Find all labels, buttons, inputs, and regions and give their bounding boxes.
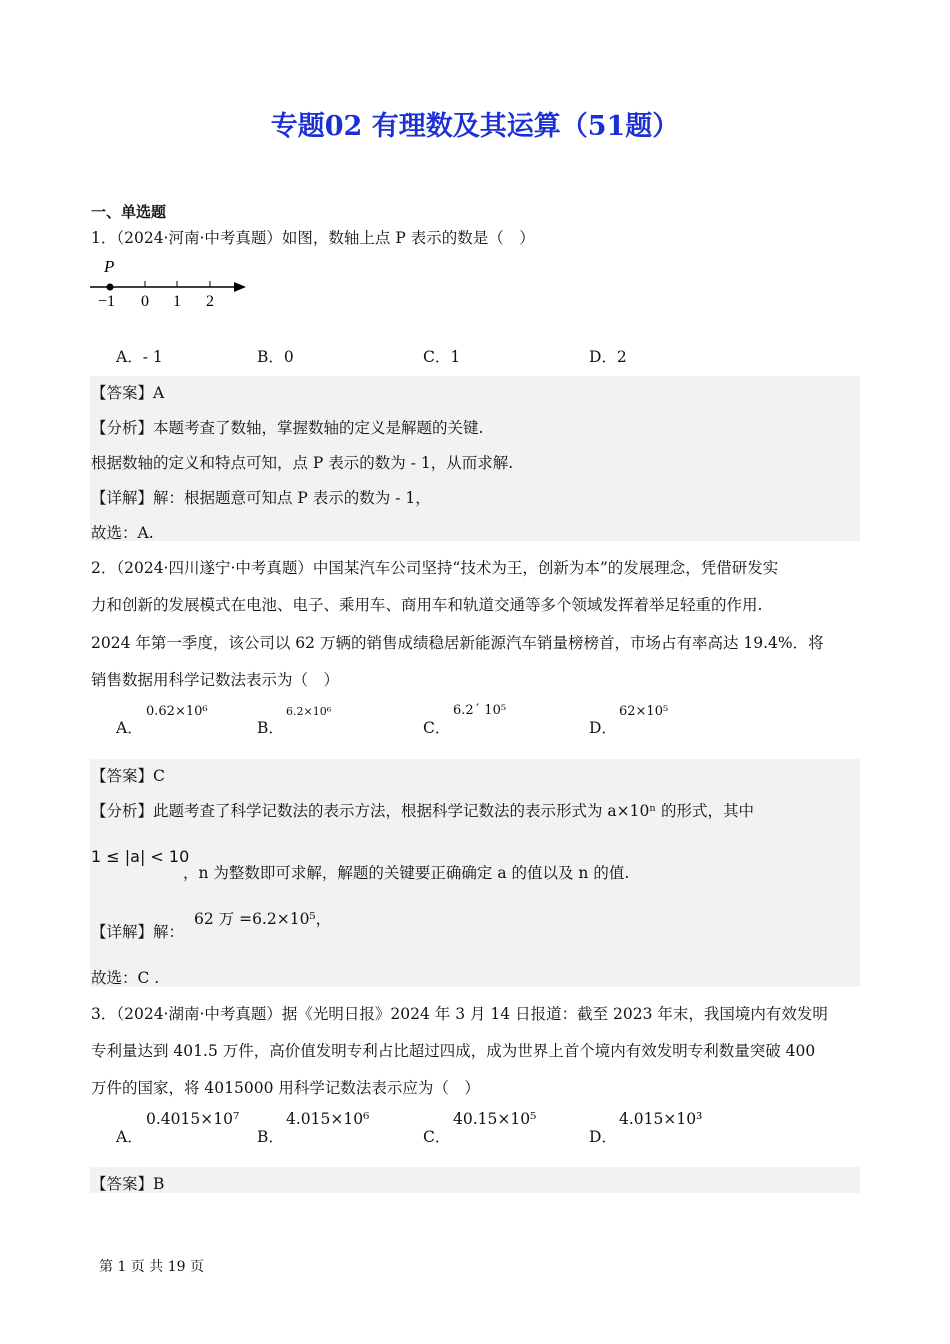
q2-option-a-value: 0.62×10⁶ <box>146 704 208 719</box>
q2-stem-line: 2．（2024·四川遂宁·中考真题）中国某汽车公司坚持“技术为王，创新为本”的发展理念，凭借研发实 <box>91 559 779 577</box>
q3-option-b-value: 4.015×10⁶ <box>286 1110 370 1128</box>
q3-option-a-value: 0.4015×10⁷ <box>146 1110 240 1128</box>
q1-option-a: A．- 1 <box>116 348 163 366</box>
q2-option-b-letter: B． <box>257 719 284 737</box>
q1-choice: 故选：A. <box>91 524 154 542</box>
q1-option-d: D．2 <box>589 348 627 366</box>
q3-stem-line: 3．（2024·湖南·中考真题）据《光明日报》2024 年 3 月 14 日报道：截至 2023 年末，我国境内有效发明 <box>91 1005 828 1023</box>
q3-option-b-letter: B． <box>257 1128 284 1146</box>
q1-answer: 【答案】A <box>91 384 165 402</box>
q3-option-c-value: 40.15×10⁵ <box>453 1110 537 1128</box>
q2-analysis-2: ，n 为整数即可求解，解题的关键要正确确定 a 的值以及 n 的值. <box>183 864 630 882</box>
q2-option-c-letter: C． <box>423 719 451 737</box>
q3-option-c-letter: C． <box>423 1128 451 1146</box>
q2-analysis: 【分析】此题考查了科学记数法的表示方法，根据科学记数法的表示形式为 a×10ⁿ 的形式，其中 <box>91 802 755 820</box>
q1-analysis-2: 根据数轴的定义和特点可知，点 P 表示的数为 - 1，从而求解. <box>91 454 514 472</box>
q2-option-a-letter: A． <box>116 719 143 737</box>
page-footer: 第 1 页 共 19 页 <box>99 1259 204 1275</box>
q3-answer: 【答案】B <box>91 1175 165 1193</box>
q2-answer: 【答案】C <box>91 767 165 785</box>
q1-option-b: B．0 <box>257 348 294 366</box>
q2-option-c-value: 6.2´ 10⁵ <box>453 703 507 718</box>
tick-label: 0 <box>141 293 149 310</box>
q3-option-d-value: 4.015×10³ <box>619 1110 703 1128</box>
q3-option-d-letter: D． <box>589 1128 617 1146</box>
q1-analysis: 【分析】本题考查了数轴，掌握数轴的定义是解题的关键. <box>91 419 484 437</box>
q2-option-d-value: 62×10⁵ <box>619 704 669 719</box>
q2-option-b-value: 6.2×10⁶ <box>286 705 332 718</box>
number-line-figure <box>88 255 253 315</box>
q2-detail-math: 62 万 =6.2×10⁵， <box>194 910 332 928</box>
q1-option-c: C．1 <box>423 348 461 366</box>
point-p <box>107 284 114 291</box>
q3-stem-line: 专利量达到 401.5 万件，高价值发明专利占比超过四成，成为世界上首个境内有效发明专利数量突破 400 <box>91 1042 816 1060</box>
tick-label: 2 <box>206 293 214 310</box>
page-title: 专题02 有理数及其运算（51题） <box>270 111 680 142</box>
point-label: P <box>104 257 115 276</box>
section-heading: 一、单选题 <box>91 203 167 221</box>
q3-stem-line: 万件的国家，将 4015000 用科学记数法表示应为（ ） <box>91 1079 480 1097</box>
q2-stem-line: 2024 年第一季度，该公司以 62 万辆的销售成绩稳居新能源汽车销量榜榜首，市场占有率高达 19.4%．将 <box>91 634 824 652</box>
axis-arrow <box>234 282 246 292</box>
q3-solution-box <box>90 1167 860 1193</box>
tick-label: 1 <box>173 293 181 310</box>
q1-stem: 1．（2024·河南·中考真题）如图，数轴上点 P 表示的数是（ ） <box>91 229 535 247</box>
tick-label: −1 <box>98 293 116 310</box>
q2-stem-line: 力和创新的发展模式在电池、电子、乘用车、商用车和轨道交通等多个领域发挥着举足轻重的作用. <box>91 596 763 614</box>
q2-detail-label: 【详解】解： <box>91 923 185 941</box>
q3-option-a-letter: A． <box>116 1128 143 1146</box>
q1-detail: 【详解】解：根据题意可知点 P 表示的数为 - 1， <box>91 489 431 507</box>
q2-option-d-letter: D． <box>589 719 617 737</box>
q2-choice: 故选：C . <box>91 969 160 987</box>
q2-stem-line: 销售数据用科学记数法表示为（ ） <box>91 671 340 689</box>
q2-analysis-math: 1 ≤ |a| < 10 <box>91 847 190 866</box>
